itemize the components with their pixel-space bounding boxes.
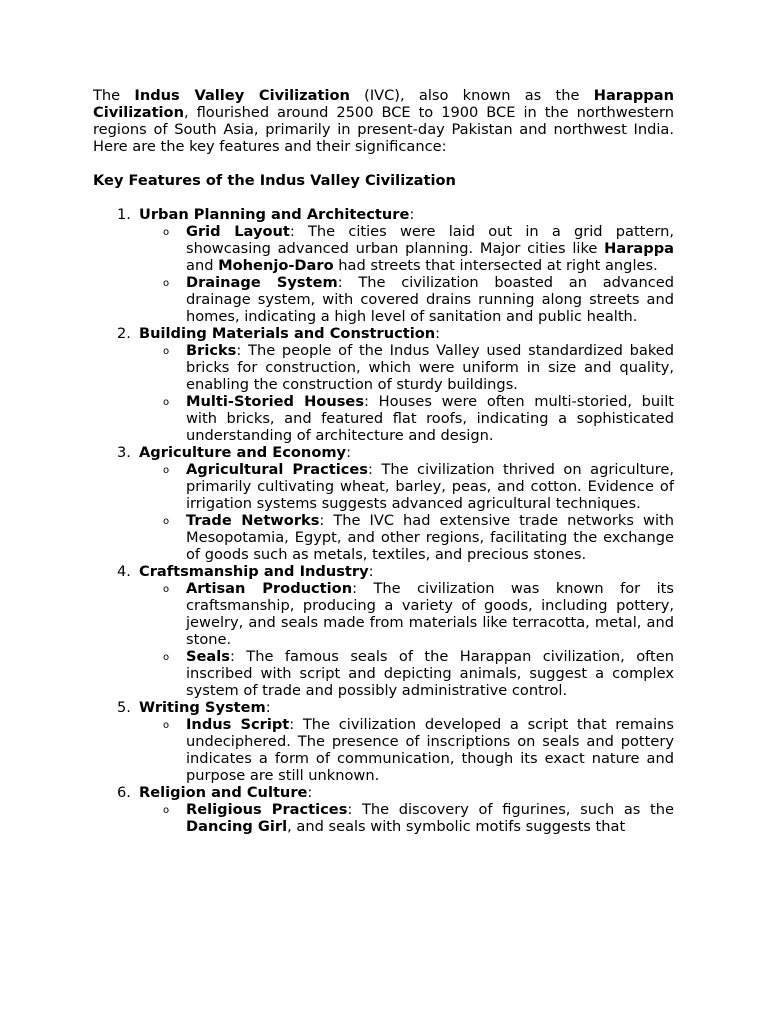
text-run: , flourished around 2500 BCE to 1900 BCE in the northwestern regions of South Asia, primarily in present-day Pakistan and northwest India. Here are the key features and their significance: [93, 104, 674, 155]
bold-term: Multi-Storied Houses [186, 393, 365, 410]
feature-section [93, 563, 674, 699]
sub-point-list [139, 342, 674, 444]
section-title: Craftsmanship and Industry [139, 563, 369, 580]
section-title: Agriculture and Economy [139, 444, 347, 461]
sub-point [139, 648, 674, 699]
bold-term: Trade Networks [186, 512, 320, 529]
section-number: 5. [117, 699, 131, 716]
bold-term: Drainage System [186, 274, 338, 291]
text-run: : The famous seals of the Harappan civilization, often inscribed with script and depicting animals, suggest a complex system of trade and possibly administrative control. [186, 648, 674, 699]
circle-bullet-icon: o [163, 652, 170, 663]
features-list [93, 206, 674, 835]
bold-term: Mohenjo-Daro [218, 257, 334, 274]
section-title: Writing System [139, 699, 266, 716]
feature-section [93, 444, 674, 563]
section-number: 1. [117, 206, 131, 223]
section-number: 3. [117, 444, 131, 461]
sub-point [139, 512, 674, 563]
sub-point-list [139, 580, 674, 699]
feature-section [93, 325, 674, 444]
bold-term: Dancing Girl [186, 818, 288, 835]
bold-term: Indus Script [186, 716, 290, 733]
circle-bullet-icon: o [163, 278, 170, 289]
circle-bullet-icon: o [163, 720, 170, 731]
text-run: , and seals with symbolic motifs suggests that [287, 818, 626, 835]
section-title: Religion and Culture [139, 784, 308, 801]
bold-term: Religious Practices [186, 801, 348, 818]
title-colon: : [435, 325, 441, 342]
section-title: Building Materials and Construction [139, 325, 436, 342]
bold-term: Harappa [604, 240, 674, 257]
sub-point [139, 716, 674, 784]
title-colon: : [265, 699, 271, 716]
feature-section [93, 206, 674, 325]
sub-point [139, 342, 674, 393]
text-run: : The civilization thrived on agriculture, primarily cultivating wheat, barley, peas, and cotton. Evidence of irrigation systems suggests advanced agricultural techniques. [186, 461, 674, 512]
bold-term: Grid Layout [186, 223, 290, 240]
sub-point [139, 801, 674, 835]
text-run: : The cities were laid out in a grid pattern, showcasing advanced urban planning. Major cities like [186, 223, 675, 257]
sub-point-list [139, 461, 674, 563]
title-colon: : [368, 563, 374, 580]
circle-bullet-icon: o [163, 584, 170, 595]
section-number: 4. [117, 563, 131, 580]
section-number: 2. [117, 325, 131, 342]
bold-term: Seals [186, 648, 230, 665]
section-title: Urban Planning and Architecture [139, 206, 410, 223]
sub-point-list [139, 716, 674, 784]
title-colon: : [307, 784, 313, 801]
title-colon: : [346, 444, 351, 461]
text-run: had streets that intersected at right angles. [333, 257, 658, 274]
text-run: : The IVC had extensive trade networks with Mesopotamia, Egypt, and other regions, facilitating the exchange of goods such as metals, textiles, and precious stones. [186, 512, 674, 563]
circle-bullet-icon: o [163, 465, 170, 476]
bold-term: Artisan Production [186, 580, 353, 597]
text-run: : The people of the Indus Valley used standardized baked bricks for construction, which were uniform in size and quality, enabling the construction of sturdy buildings. [186, 342, 674, 393]
feature-section [93, 699, 674, 784]
bold-term: Harappan Civilization [93, 87, 674, 121]
circle-bullet-icon: o [163, 227, 170, 238]
title-colon: : [409, 206, 415, 223]
text-run: : The civilization was known for its craftsmanship, producing a variety of goods, including pottery, jewelry, and seals made from materials like terracotta, metal, and stone. [186, 580, 675, 648]
circle-bullet-icon: o [163, 516, 170, 527]
text-run: : The civilization developed a script that remains undeciphered. The presence of inscriptions on seals and pottery indicates a form of communication, though its exact nature and purpose are still unknown. [186, 716, 674, 784]
section-heading: Key Features of the Indus Valley Civilization [93, 172, 456, 189]
intro-paragraph [93, 87, 674, 155]
sub-point [139, 223, 674, 274]
text-run: : The civilization boasted an advanced drainage system, with covered drains running along streets and homes, indicating a high level of sanitation and public health. [186, 274, 674, 325]
text-run: : Houses were often multi-storied, built with bricks, and featured flat roofs, indicating a sophisticated understanding of architecture and design. [186, 393, 674, 444]
text-run: : The discovery of figurines, such as the [347, 801, 674, 818]
sub-point-list [139, 223, 674, 325]
sub-point [139, 461, 674, 512]
bold-term: Indus Valley Civilization [134, 87, 350, 104]
sub-point [139, 393, 674, 444]
circle-bullet-icon: o [163, 397, 170, 408]
sub-point [139, 580, 674, 648]
text-run: and [186, 257, 219, 274]
sub-point [139, 274, 674, 325]
text-run: The [93, 87, 135, 104]
bold-term: Agricultural Practices [186, 461, 368, 478]
circle-bullet-icon: o [163, 346, 170, 357]
feature-section [93, 784, 674, 835]
bold-term: Bricks [186, 342, 237, 359]
circle-bullet-icon: o [163, 805, 170, 816]
text-run: (IVC), also known as the [349, 87, 594, 104]
section-number: 6. [117, 784, 131, 801]
sub-point-list [139, 801, 674, 835]
